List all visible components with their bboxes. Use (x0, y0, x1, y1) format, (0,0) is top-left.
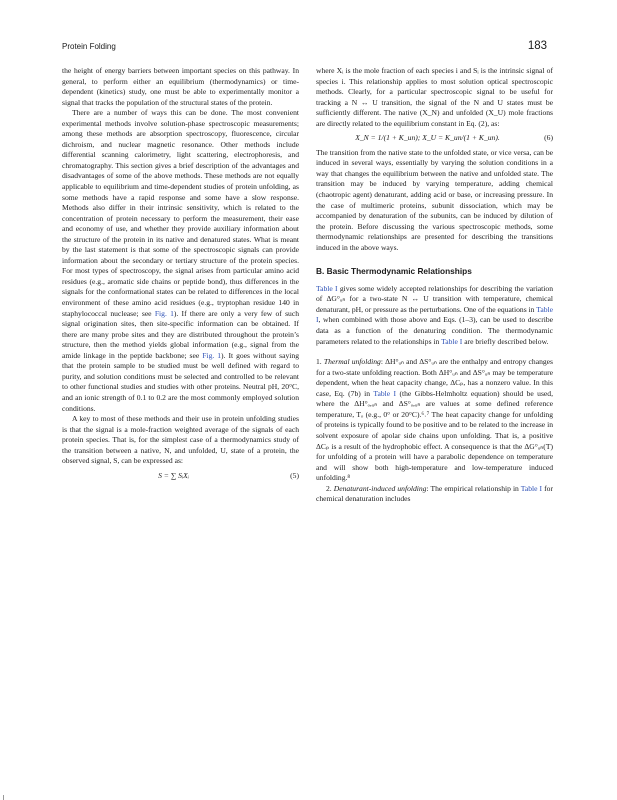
equation-body: X_N = 1/(1 + K_un); X_U = K_un/(1 + K_un). (355, 133, 500, 143)
right-column (316, 66, 553, 505)
paragraph: The transition from the native state to the unfolded state, or vice versa, can be induced in several ways, essentially by varying the solution conditions in a way that changes the equilibrium between the native and unfolded state. The transition may be induced by varying temperature, adding chemical (chaotropic agent) denaturant, adding acid or base, or increasing pressure. In the case of multimeric proteins, subunit dissociation, which may be accompanied by denaturation of the subunits, can be induced by dilution of the protein. Before discussing the various spectroscopic methods, some thermodynamic relationships are presented for describing the transitions induced in the above ways. (316, 147, 553, 252)
text-run: for chemical denaturation includes (316, 483, 553, 504)
equation-body: S = ∑ SᵢXᵢ (158, 470, 189, 480)
text-run: ). It goes without saying that the protein sample to be studied must be well defined with regard to purity, and solution conditions must be selected and controlled to be relevant to other functional studies and studies with other proteins. Neutral pH, 20°C, and an ionic strength of 0.1 to 0.2 are the most commonly employed solution conditions. (62, 350, 299, 413)
equation-number: (5) (290, 470, 299, 480)
table-1-link[interactable]: Table I (373, 388, 397, 398)
table-1-link[interactable]: Table I (316, 283, 338, 293)
paragraph: the height of energy barriers between important species on this pathway. In general, to perform either an equilibrium (thermodynamics) or time-dependent (kinetics) study, one must be able to experimentally monitor a signal that tracks the population of the structural states of the protein. (62, 66, 299, 107)
section-heading: B. Basic Thermodynamic Relationships (316, 266, 472, 277)
equation-6 (316, 133, 553, 144)
page-edge-mark (3, 795, 4, 800)
text-run: : ΔH°ᵤₙ and ΔS°ᵤₙ are the enthalpy and entropy changes for a two-state unfolding reaction. Both ΔH°ᵤₙ and ΔS°ᵤₙ may be temperature dependent, when the heat capacity change, ΔCₚ, has a nonzero value. In this case, Eq. (7b) in (316, 357, 553, 398)
equation-number: (6) (544, 133, 553, 143)
item-title: Thermal unfolding (323, 357, 381, 367)
text-run: : The empirical relationship in (426, 483, 521, 493)
text-run: There are a number of ways this can be done. The most convenient experimental methods involve solution-phase spectroscopic measurements; among these methods are absorption spectroscopy, fluorescence, circular dichroism, and nuclear magnetic resonance. Other methods include differential scanning calorimetry, light scattering, electrophoresis, and chromatography. This section gives a brief description of the advantages and disadvantages of some of the above methods. These methods are not equally applicable to equilibrium and time-dependent studies of protein unfolding, as some methods have a rapid response and some have a slow response. Methods also differ in their intrinsic sensitivity, which is related to the concentration of protein necessary to perform the measurement, their ease and economy of use, and whether they provide auxiliary information about the structure of the protein in its native and denatured states. What is meant by the last statement is that some of the spectroscopic signals can provide information about the secondary or tertiary structure of the protein species. For most types of spectroscopy, the signal arises from particular amino acid residues (e.g., aromatic side chains or peptide bond), thus differences in the signals for the conformational states can be related to differences in the local environment of these amino acid residues (e.g., tryptophan residue 140 in staphylococcal nuclease; see (62, 108, 299, 318)
figure-1-link[interactable]: Fig. 1 (202, 350, 222, 360)
text-run: are briefly described below. (462, 336, 549, 346)
page-header (62, 40, 547, 54)
list-item-thermal (316, 357, 553, 484)
item-number: 2. (326, 483, 334, 493)
paragraph-methods (62, 108, 299, 414)
text-run: ). If there are only a very few of such signal origination sites, then site-specific information can be obtained. If there are many probe sites and they are distributed throughout the protein’s structure, then the method yields global information (e.g., signal from the amide linkage in the peptide backbone; see (62, 308, 300, 360)
paragraph: where Xᵢ is the mole fraction of each species i and Sᵢ is the intrinsic signal of species i. This relationship applies to most solution optical spectroscopic methods. Clearly, for a particular spectroscopic signal to be useful for tracking a N ↔ U transition, the signal of the N and U states must be sufficiently different. The native (X_N) and unfolded (X_U) mole fractions are directly related to the equilibrium constant in Eq. (2), as: (316, 66, 553, 128)
item-number: 1. (316, 357, 324, 367)
paragraph-table-intro (316, 284, 553, 347)
text-run: gives some widely accepted relationships for describing the variation of ΔG°ᵤₙ for a two-state N ↔ U transition with temperature, chemical denaturant, pH, or pressure as the perturbations. One of the equations in (316, 283, 553, 314)
table-1-link[interactable]: Table I (316, 304, 553, 325)
list-item-denaturant (316, 484, 553, 505)
text-run: (the Gibbs-Helmholtz equation) should be used, where the ΔH°ₒ,ᵤₙ and ΔS°ₒ,ᵤₙ are values at some defined reference temperature, Tₒ (e.g., 0° or 20°C).⁶˒⁷ The heat capacity change for unfolding of proteins is typically found to be positive and to be related to the increase in solvent exposure of apolar side chains upon unfolding. That is, a positive ΔCₚ is a result of the hydrophobic effect. A consequence is that the ΔG°ᵤₙ(T) for unfolding of a protein will have a parabolic dependence on temperature and will show both high-temperature and low-temperature induced unfolding.⁸ (316, 388, 553, 483)
table-1-link[interactable]: Table I (520, 483, 543, 493)
paragraph: A key to most of these methods and their use in protein unfolding studies is that the signal is a mole-fraction weighted average of the signals of each protein species. That is, for the simplest case of a thermodynamics study of the transition between a native, N, and unfolded, U, state of a protein, the observed signal, S, can be expressed as: (62, 414, 299, 466)
text-run: , when combined with those above and Eqs. (1–3), can be used to describe data as a function of the denaturing condition. The thermodynamic parameters related to the relationships in (316, 315, 553, 346)
running-head: Protein Folding (62, 42, 116, 51)
item-title: Denaturant-induced unfolding (333, 483, 427, 493)
left-column (62, 66, 299, 485)
table-1-link[interactable]: Table I (441, 336, 463, 346)
page-number: 183 (527, 40, 547, 52)
figure-1-link[interactable]: Fig. 1 (154, 308, 174, 318)
equation-5 (62, 471, 299, 482)
